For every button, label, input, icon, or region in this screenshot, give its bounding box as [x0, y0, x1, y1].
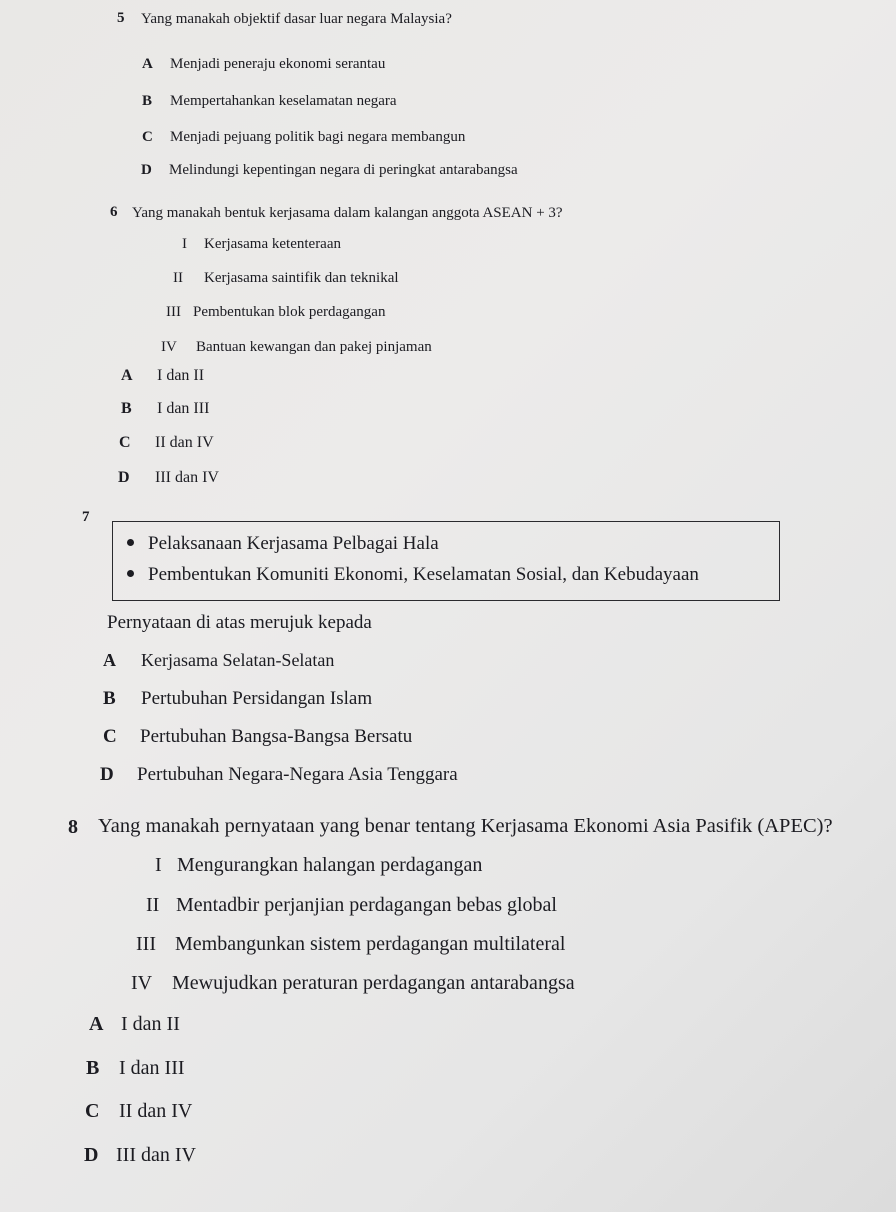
q6-option-c-letter: C [119, 434, 131, 451]
q5-option-a-letter: A [142, 56, 153, 72]
q5-option-d[interactable] [141, 162, 518, 179]
q8-option-d-text: III dan IV [116, 1144, 196, 1166]
q8-number: 8 [68, 816, 78, 838]
q7-option-b-letter: B [103, 688, 116, 709]
q7-option-c-letter: C [103, 726, 117, 747]
q6-option-c[interactable] [119, 434, 214, 452]
q6-statement-iii-text: Pembentukan blok perdagangan [193, 304, 386, 320]
q8-statement-iv-text: Mewujudkan peraturan perdagangan antarabangsa [172, 972, 575, 994]
q6-option-b-letter: B [121, 400, 132, 417]
q8-option-c-letter: C [85, 1100, 100, 1122]
q6-option-d-letter: D [118, 469, 130, 486]
q6-option-a-text: I dan II [157, 367, 205, 384]
q7-stimulus-box [112, 521, 780, 601]
q5-option-b-letter: B [142, 93, 153, 109]
q8-statement-i-text: Mengurangkan halangan perdagangan [177, 854, 483, 876]
q6-stem: Yang manakah bentuk kerjasama dalam kalangan anggota ASEAN + 3? [132, 205, 563, 221]
q8-option-b-text: I dan III [119, 1057, 185, 1079]
q7-option-d-text: Pertubuhan Negara-Negara Asia Tenggara [137, 764, 458, 785]
q6-statement-i-roman: I [182, 236, 187, 252]
q6-number: 6 [110, 204, 118, 220]
q8-option-c-text: II dan IV [119, 1100, 193, 1122]
q6-option-b[interactable] [121, 400, 209, 418]
q6-statement-ii-roman: II [173, 270, 183, 286]
q7-number: 7 [82, 509, 90, 525]
q7-bullet-1-text: Pelaksanaan Kerjasama Pelbagai Hala [148, 533, 439, 554]
q5-option-d-letter: D [141, 162, 152, 178]
q8-option-d-letter: D [84, 1144, 99, 1166]
q7-stem: Pernyataan di atas merujuk kepada [107, 612, 372, 633]
q5-number: 5 [117, 10, 125, 26]
q7-option-d[interactable] [100, 764, 458, 786]
q8-statement-iii-text: Membangunkan sistem perdagangan multilateral [175, 933, 566, 955]
q5-option-c[interactable] [142, 129, 465, 146]
q8-option-a-letter: A [89, 1013, 104, 1035]
q6-option-d[interactable] [118, 469, 219, 487]
q8-option-a[interactable] [89, 1013, 180, 1036]
q7-option-a-letter: A [103, 650, 116, 670]
q6-option-c-text: II dan IV [155, 434, 214, 451]
q5-option-a-text: Menjadi peneraju ekonomi serantau [170, 56, 386, 72]
q6-statement-iv-text: Bantuan kewangan dan pakej pinjaman [196, 339, 432, 355]
q8-option-b-letter: B [86, 1057, 100, 1079]
q6-option-d-text: III dan IV [155, 469, 219, 486]
q7-option-b[interactable] [103, 688, 372, 710]
q5-option-c-text: Menjadi pejuang politik bagi negara membangun [170, 129, 466, 145]
q7-bullet-2 [127, 564, 699, 586]
q8-option-a-text: I dan II [121, 1013, 180, 1035]
q6-option-a-letter: A [121, 367, 133, 384]
q7-option-b-text: Pertubuhan Persidangan Islam [141, 688, 373, 709]
q8-statement-i-roman: I [155, 854, 162, 876]
q5-option-a[interactable] [142, 56, 385, 73]
q6-statement-ii [173, 270, 399, 287]
q8-statement-iii-roman: III [136, 933, 156, 955]
q5-stem: Yang manakah objektif dasar luar negara Malaysia? [141, 11, 452, 27]
q7-option-a-text: Kerjasama Selatan-Selatan [141, 650, 335, 670]
q8-option-d[interactable] [84, 1144, 196, 1167]
q6-statement-iv-roman: IV [161, 339, 177, 355]
q7-bullet-2-text: Pembentukan Komuniti Ekonomi, Keselamatan Sosial, dan Kebudayaan [148, 564, 699, 585]
q8-option-c[interactable] [85, 1100, 192, 1123]
q7-option-c[interactable] [103, 726, 412, 748]
q6-statement-iv [161, 339, 432, 356]
q5-option-c-letter: C [142, 129, 153, 145]
q7-option-a[interactable] [103, 650, 334, 671]
q8-option-b[interactable] [86, 1057, 185, 1080]
bullet-dot-icon [127, 539, 134, 546]
q6-statement-ii-text: Kerjasama saintifik dan teknikal [204, 270, 399, 286]
bullet-dot-icon [127, 570, 134, 577]
q8-statement-ii-roman: II [146, 894, 160, 916]
q7-option-d-letter: D [100, 764, 114, 785]
q5-option-b-text: Mempertahankan keselamatan negara [170, 93, 397, 109]
q6-option-a[interactable] [121, 367, 204, 385]
q6-option-b-text: I dan III [157, 400, 210, 417]
q8-statement-iv [131, 972, 575, 995]
q8-statement-iii [136, 933, 565, 956]
q6-statement-i [182, 236, 341, 253]
q8-statement-ii-text: Mentadbir perjanjian perdagangan bebas global [176, 894, 557, 916]
q6-statement-iii [166, 304, 385, 321]
q6-statement-iii-roman: III [166, 304, 181, 320]
q8-statement-ii [146, 894, 557, 917]
q8-statement-iv-roman: IV [131, 972, 153, 994]
q6-statement-i-text: Kerjasama ketenteraan [204, 236, 341, 252]
q8-statement-i [155, 854, 482, 877]
q5-option-b[interactable] [142, 93, 397, 110]
q7-bullet-1 [127, 533, 439, 555]
q7-option-c-text: Pertubuhan Bangsa-Bangsa Bersatu [140, 726, 413, 747]
q5-option-d-text: Melindungi kepentingan negara di peringkat antarabangsa [169, 162, 518, 178]
q8-stem: Yang manakah pernyataan yang benar tentang Kerjasama Ekonomi Asia Pasifik (APEC)? [98, 815, 833, 837]
